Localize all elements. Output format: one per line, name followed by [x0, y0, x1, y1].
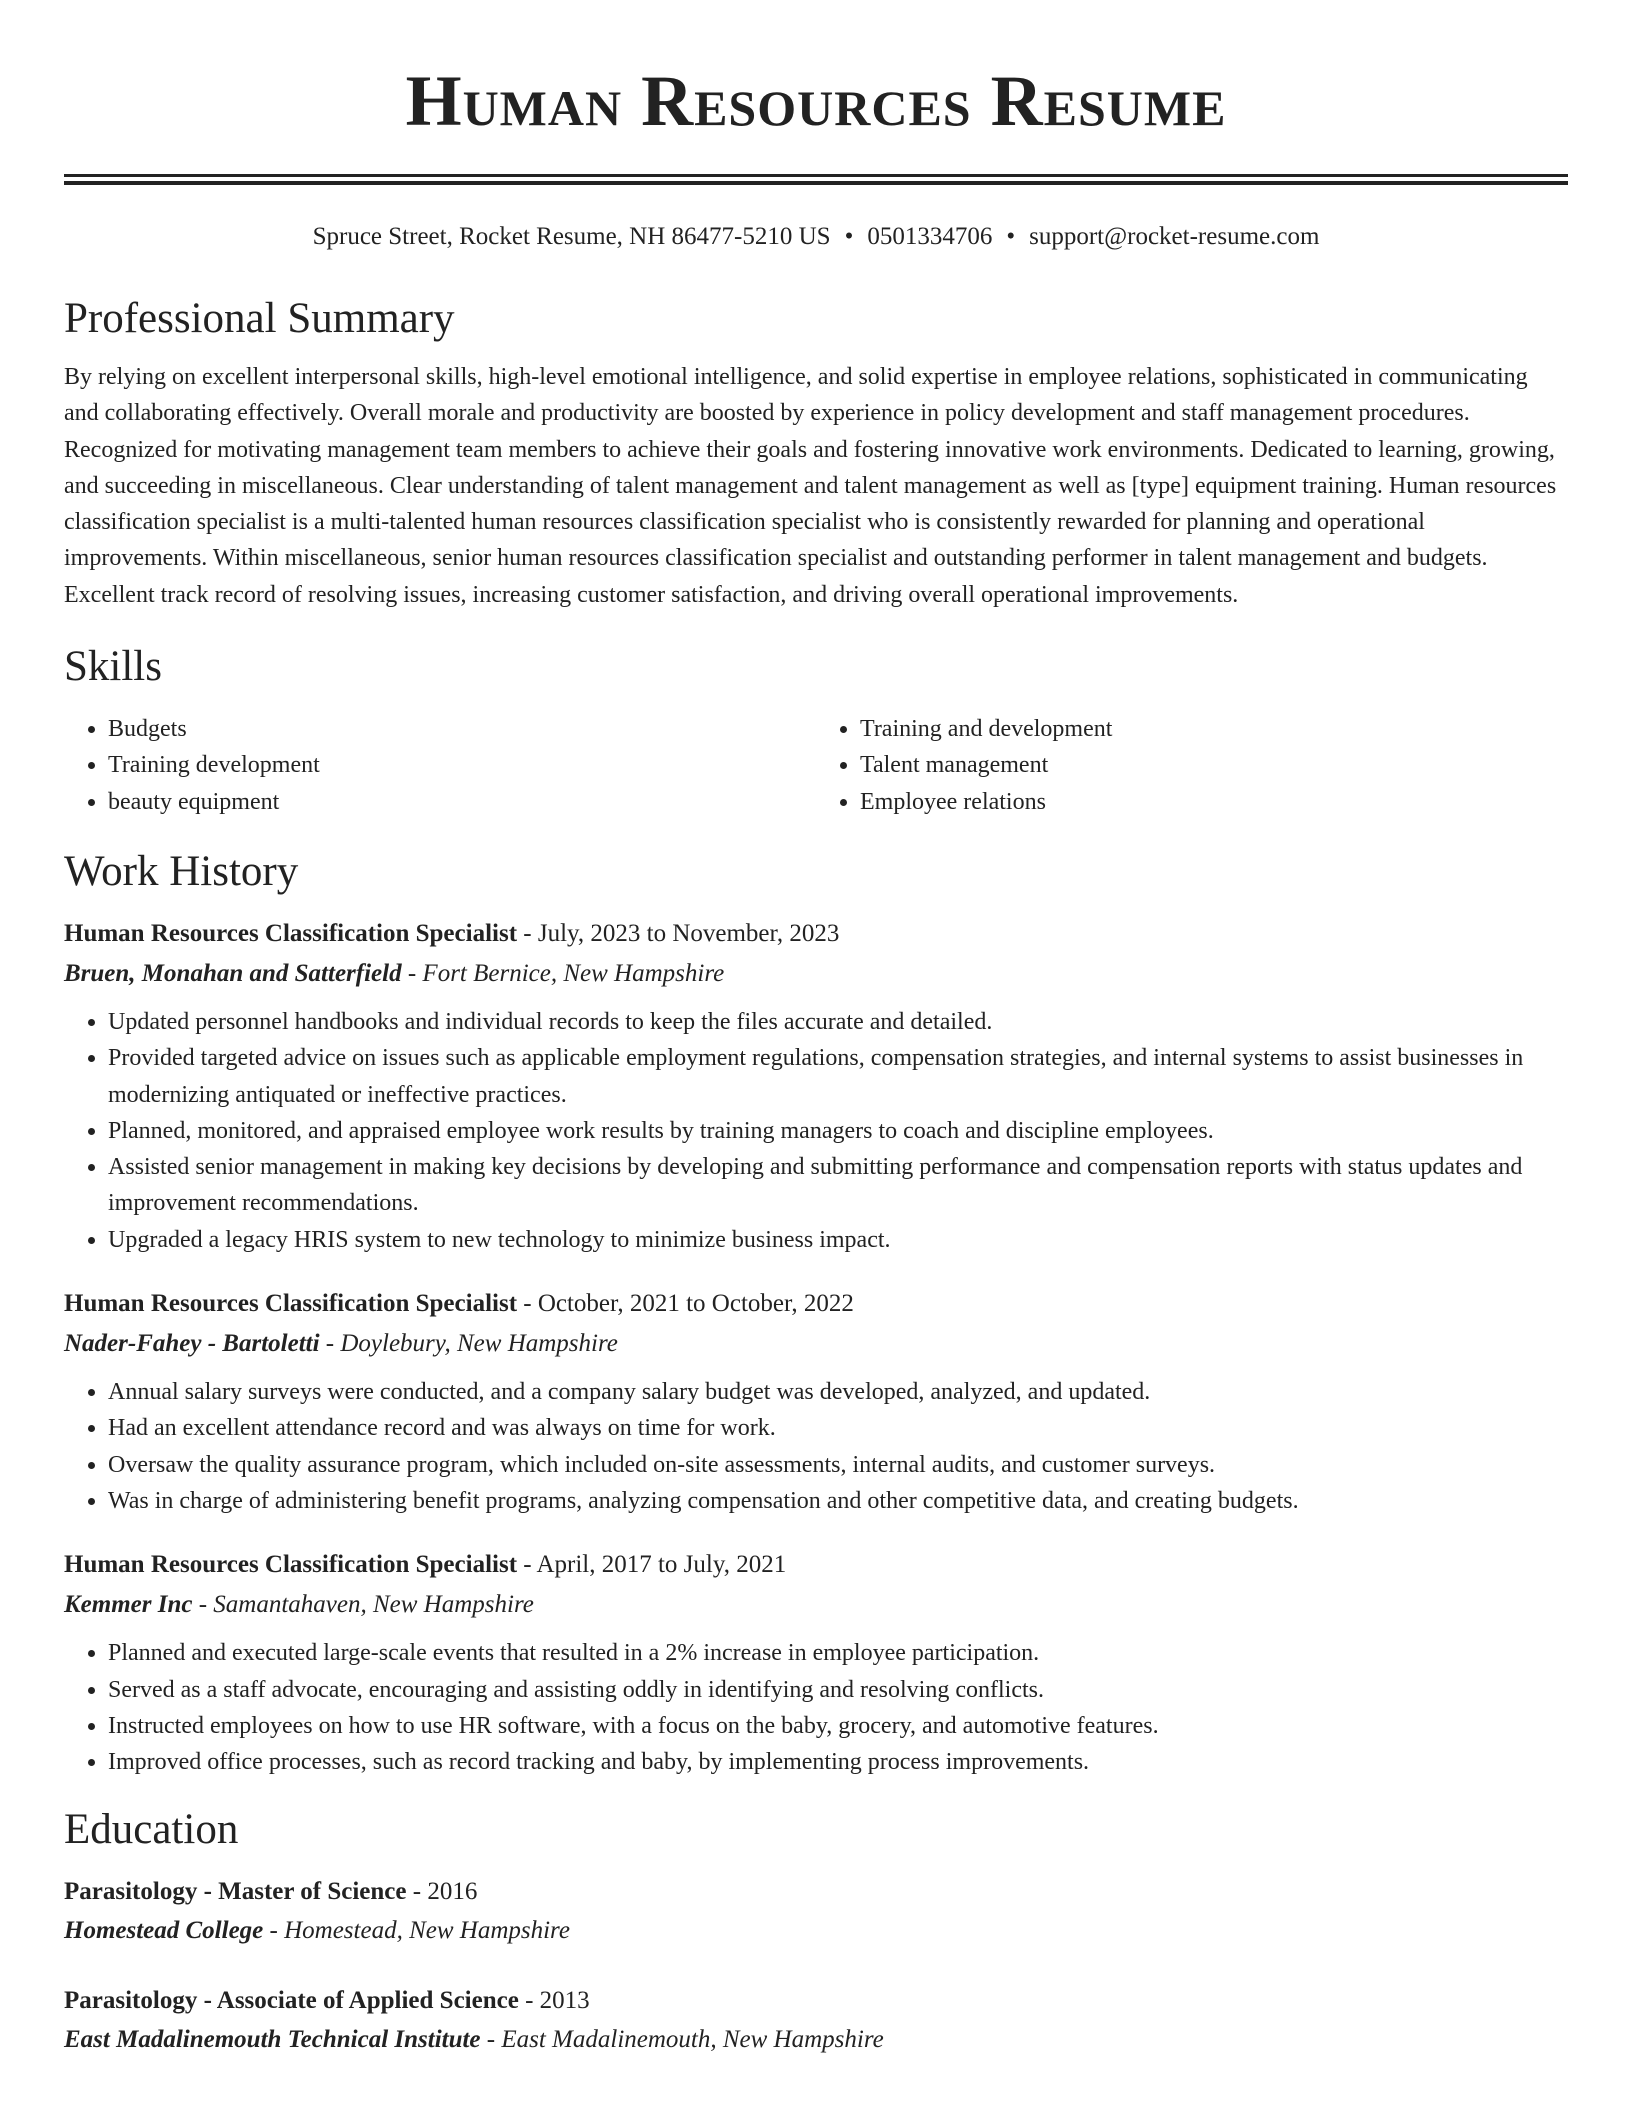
job-bullets: [64, 1374, 1568, 1519]
list-item: • Planned and executed large-scale events that resulted in a 2% increase in employee participation.: [108, 1635, 1568, 1671]
job-location: - Fort Bernice, New Hampshire: [401, 959, 725, 987]
education-entry: [64, 1872, 1568, 1950]
list-item: • Assisted senior management in making key decisions by developing and submitting performance and compensation reports with status updates and improvement recommendations.: [108, 1149, 1568, 1222]
skill-item: • Budgets: [108, 711, 816, 747]
list-item: • Oversaw the quality assurance program, which included on-site assessments, internal audits, and customer surveys.: [108, 1447, 1568, 1483]
job-entry: [64, 1545, 1568, 1780]
list-item: • Served as a staff advocate, encouraging and assisting oddly in identifying and resolving conflicts.: [108, 1672, 1568, 1708]
contact-address: Spruce Street, Rocket Resume, NH 86477-5210 US: [312, 223, 831, 250]
education-year: - 2016: [406, 1878, 478, 1906]
title-divider: [64, 174, 1568, 185]
summary-heading: Professional Summary: [64, 295, 455, 342]
job-company: Nader-Fahey - Bartoletti: [64, 1330, 320, 1358]
job-header: [64, 1284, 1568, 1324]
job-dates: - October, 2021 to October, 2022: [517, 1290, 854, 1318]
summary-text: By relying on excellent interpersonal skills, high-level emotional intelligence, and solid expertise in employee relations, sophisticated in communicating and collaborating effectively. Overall morale and productivity are boosted by experience in policy development and staff management procedures. Recognized for motivating management team members to achieve their goals and fostering innovative work environments. Dedicated to learning, growing, and succeeding in miscellaneous. Clear understanding of talent management and talent management as well as [type] equipment training. Human resources classification specialist is a multi-talented human resources classification specialist who is consistently rewarded for planning and operational improvements. Within miscellaneous, senior human resources classification specialist and outstanding performer in talent management and budgets. Excellent track record of resolving issues, increasing customer satisfaction, and driving overall operational improvements.: [64, 364, 1557, 608]
job-company: Bruen, Monahan and Satterfield: [64, 959, 402, 987]
contact-separator: •: [1006, 223, 1016, 250]
education-heading: Education: [64, 1806, 239, 1854]
education-header: [64, 1981, 1568, 2020]
education-year: - 2013: [518, 1987, 590, 2015]
list-item: • Updated personnel handbooks and individual records to keep the files accurate and detailed.: [108, 1004, 1568, 1040]
list-item: • Instructed employees on how to use HR software, with a focus on the baby, grocery, and automotive features.: [108, 1708, 1568, 1744]
education-location: - Homestead, New Hampshire: [263, 1917, 570, 1945]
list-item: • Planned, monitored, and appraised employee work results by training managers to coach and discipline employees.: [108, 1113, 1568, 1149]
education-school-line: [64, 1911, 1568, 1950]
education-location: - East Madalinemouth, New Hampshire: [480, 2026, 884, 2054]
list-item: • Upgraded a legacy HRIS system to new technology to minimize business impact.: [108, 1222, 1568, 1258]
job-header: [64, 1545, 1568, 1585]
job-location: - Samantahaven, New Hampshire: [192, 1591, 534, 1619]
job-role: Human Resources Classification Specialist: [64, 919, 518, 947]
education-degree: Parasitology - Master of Science: [64, 1878, 407, 1906]
job-company-line: [64, 954, 1568, 994]
education-school: Homestead College: [64, 1917, 264, 1945]
list-item: • Improved office processes, such as record tracking and baby, by implementing process improvements.: [108, 1744, 1568, 1780]
job-location: - Doylebury, New Hampshire: [319, 1330, 618, 1358]
job-dates: - April, 2017 to July, 2021: [517, 1551, 787, 1579]
list-item: • Annual salary surveys were conducted, and a company salary budget was developed, analyzed, and updated.: [108, 1374, 1568, 1410]
contact-line: [64, 219, 1568, 255]
education-degree: Parasitology - Associate of Applied Science: [64, 1987, 519, 2015]
skills-heading: Skills: [64, 643, 162, 691]
skills-list: [64, 711, 1568, 820]
job-entry: [64, 914, 1568, 1258]
skill-item: • Talent management: [860, 747, 1568, 783]
job-company-line: [64, 1585, 1568, 1625]
skill-item: • Employee relations: [860, 784, 1568, 820]
education-header: [64, 1872, 1568, 1911]
skill-item: • beauty equipment: [108, 784, 816, 820]
contact-separator: •: [844, 223, 854, 250]
skill-item: • Training and development: [860, 711, 1568, 747]
job-bullets: [64, 1004, 1568, 1258]
work-history-heading: Work History: [64, 847, 299, 895]
skills-column-left: [64, 711, 816, 820]
job-role: Human Resources Classification Specialist: [64, 1551, 518, 1579]
education-school-line: [64, 2020, 1568, 2059]
job-header: [64, 914, 1568, 954]
skills-column-right: [816, 711, 1568, 820]
list-item: • Had an excellent attendance record and was always on time for work.: [108, 1410, 1568, 1446]
job-dates: - July, 2023 to November, 2023: [517, 919, 840, 947]
job-company-line: [64, 1324, 1568, 1364]
contact-email: support@rocket-resume.com: [1029, 223, 1320, 250]
resume-title: Human Resources Resume: [405, 61, 1227, 141]
job-role: Human Resources Classification Specialist: [64, 1290, 518, 1318]
contact-phone: 0501334706: [867, 223, 993, 250]
job-entry: [64, 1284, 1568, 1519]
list-item: • Was in charge of administering benefit programs, analyzing compensation and other competitive data, and creating budgets.: [108, 1483, 1568, 1519]
education-entry: [64, 1981, 1568, 2059]
skill-item: • Training development: [108, 747, 816, 783]
list-item: • Provided targeted advice on issues such as applicable employment regulations, compensation strategies, and internal systems to assist businesses in modernizing antiquated or ineffective practices.: [108, 1040, 1568, 1113]
education-school: East Madalinemouth Technical Institute: [64, 2026, 481, 2054]
job-company: Kemmer Inc: [64, 1591, 193, 1619]
job-bullets: [64, 1635, 1568, 1780]
